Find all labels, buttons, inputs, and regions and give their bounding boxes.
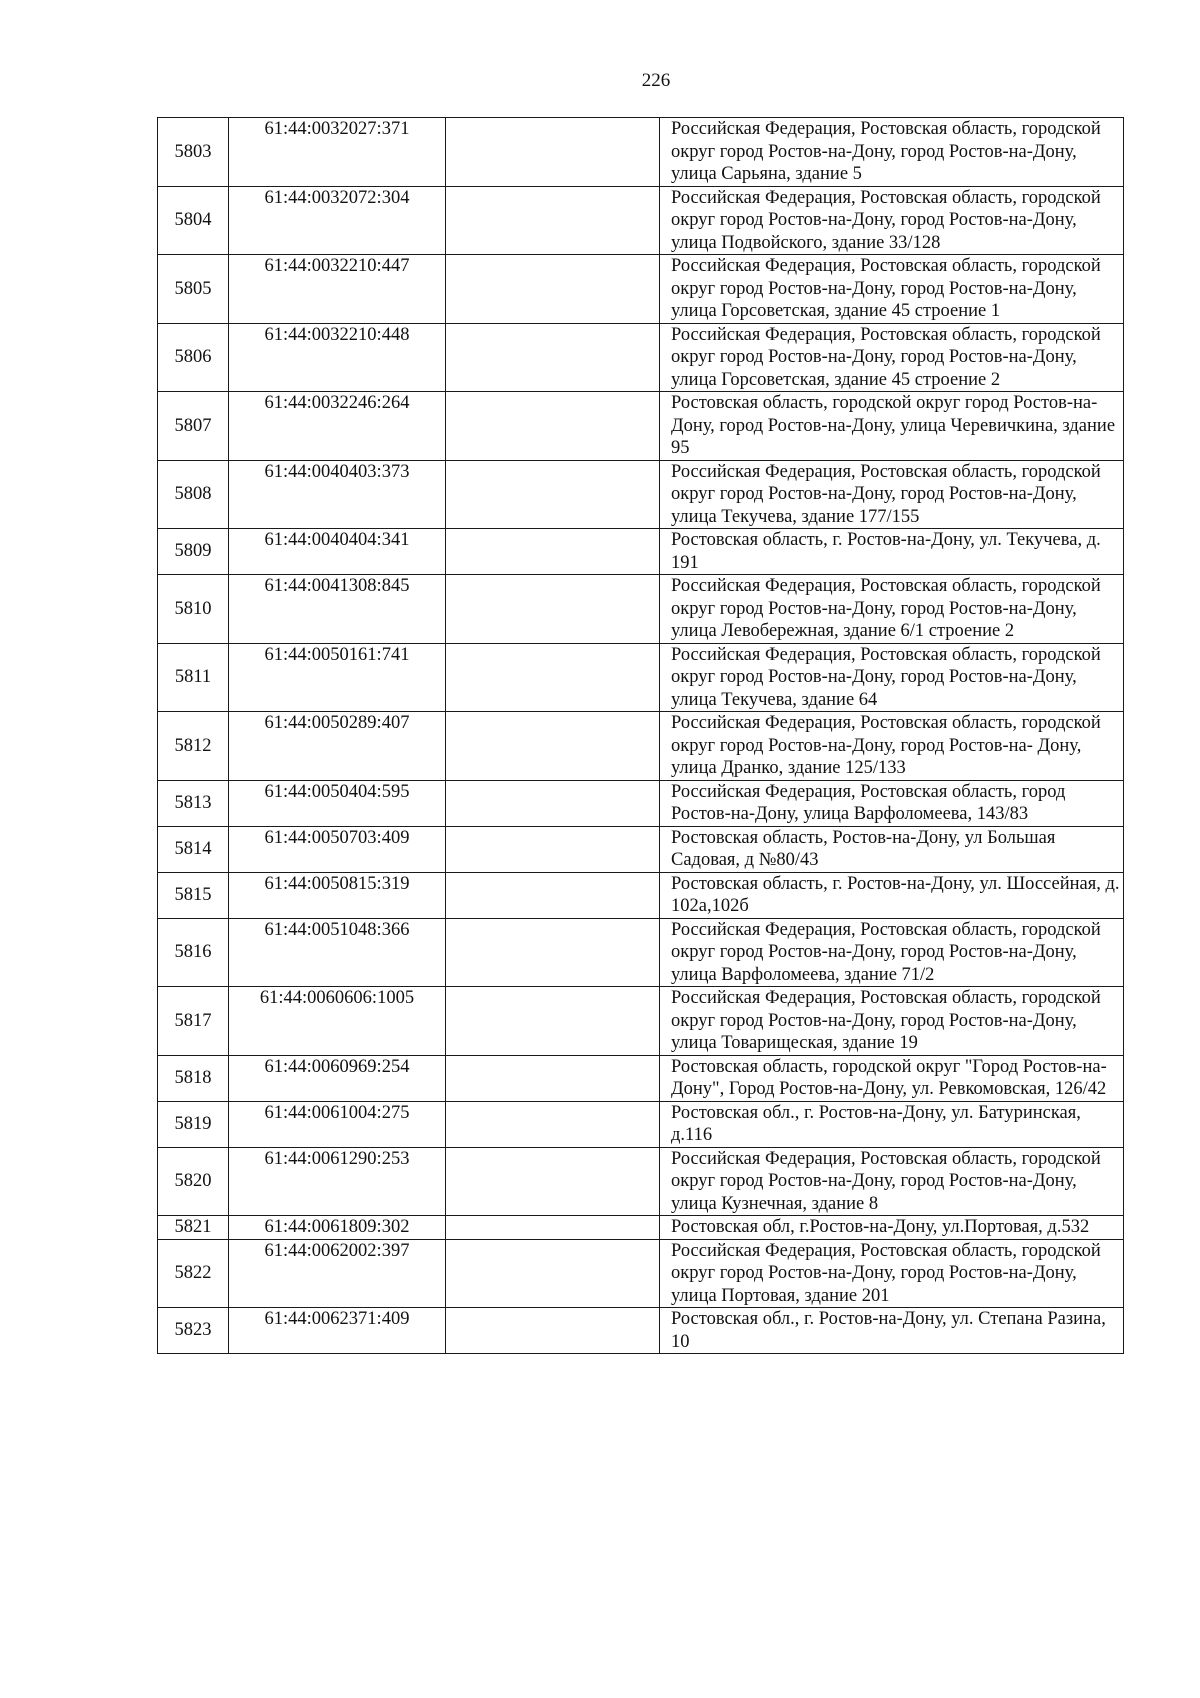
- address-cell: Российская Федерация, Ростовская область, городской округ город Ростов-на-Дону, город Ростов-на-Дону, улица Текучева, здание 64: [660, 643, 1124, 712]
- empty-cell: [446, 872, 660, 918]
- cadastral-number-cell: 61:44:0061004:275: [229, 1101, 446, 1147]
- empty-cell: [446, 826, 660, 872]
- cadastral-number-cell: 61:44:0050703:409: [229, 826, 446, 872]
- cadastral-number-cell: 61:44:0032210:447: [229, 255, 446, 324]
- address-cell: Российская Федерация, Ростовская область, городской округ город Ростов-на-Дону, город Ростов-на-Дону, улица Левобережная, здание 6/1 строение 2: [660, 575, 1124, 644]
- cadastral-number-cell: 61:44:0040403:373: [229, 460, 446, 529]
- empty-cell: [446, 1239, 660, 1308]
- table-row: [158, 1055, 1124, 1101]
- page-number: 226: [641, 70, 671, 91]
- empty-cell: [446, 1147, 660, 1216]
- row-number-cell: 5817: [158, 987, 229, 1056]
- cadastral-number-cell: 61:44:0032027:371: [229, 118, 446, 187]
- table-row: [158, 872, 1124, 918]
- cadastral-number-cell: 61:44:0051048:366: [229, 918, 446, 987]
- cadastral-number-cell: 61:44:0050289:407: [229, 712, 446, 781]
- table-row: [158, 918, 1124, 987]
- row-number-cell: 5823: [158, 1308, 229, 1354]
- empty-cell: [446, 1216, 660, 1240]
- cadastral-number-cell: 61:44:0041308:845: [229, 575, 446, 644]
- address-cell: Российская Федерация, Ростовская область, городской округ город Ростов-на-Дону, город Ростов-на-Дону, улица Подвойского, здание 33/128: [660, 186, 1124, 255]
- address-cell: Ростовская область, г. Ростов-на-Дону, ул. Шоссейная, д. 102а,102б: [660, 872, 1124, 918]
- row-number-cell: 5803: [158, 118, 229, 187]
- address-cell: Российская Федерация, Ростовская область, город Ростов-на-Дону, улица Варфоломеева, 143/83: [660, 780, 1124, 826]
- cadastral-number-cell: 61:44:0032210:448: [229, 323, 446, 392]
- table-row: [158, 1308, 1124, 1354]
- address-cell: Российская Федерация, Ростовская область, городской округ город Ростов-на-Дону, город Ростов-на-Дону, улица Горсоветская, здание 45 строение 2: [660, 323, 1124, 392]
- row-number-cell: 5808: [158, 460, 229, 529]
- row-number-cell: 5809: [158, 529, 229, 575]
- empty-cell: [446, 712, 660, 781]
- table-row: [158, 529, 1124, 575]
- cadastral-number-cell: 61:44:0032246:264: [229, 392, 446, 461]
- table-row: [158, 780, 1124, 826]
- address-cell: Российская Федерация, Ростовская область, городской округ город Ростов-на-Дону, город Ростов-на-Дону, улица Текучева, здание 177/155: [660, 460, 1124, 529]
- cadastral-number-cell: 61:44:0050815:319: [229, 872, 446, 918]
- empty-cell: [446, 987, 660, 1056]
- row-number-cell: 5811: [158, 643, 229, 712]
- table-row: [158, 392, 1124, 461]
- table-row: [158, 460, 1124, 529]
- empty-cell: [446, 1055, 660, 1101]
- row-number-cell: 5819: [158, 1101, 229, 1147]
- cadastral-number-cell: 61:44:0040404:341: [229, 529, 446, 575]
- address-cell: Российская Федерация, Ростовская область, городской округ город Ростов-на-Дону, город Ростов-на-Дону, улица Варфоломеева, здание 71/2: [660, 918, 1124, 987]
- empty-cell: [446, 460, 660, 529]
- address-cell: Ростовская обл., г. Ростов-на-Дону, ул. Батуринская, д.116: [660, 1101, 1124, 1147]
- registry-table: [157, 117, 1124, 1354]
- table-row: [158, 1239, 1124, 1308]
- empty-cell: [446, 643, 660, 712]
- empty-cell: [446, 1308, 660, 1354]
- row-number-cell: 5807: [158, 392, 229, 461]
- empty-cell: [446, 918, 660, 987]
- table-row: [158, 987, 1124, 1056]
- empty-cell: [446, 255, 660, 324]
- address-cell: Российская Федерация, Ростовская область, городской округ город Ростов-на-Дону, город Ростов-на- Дону, улица Дранко, здание 125/133: [660, 712, 1124, 781]
- cadastral-number-cell: 61:44:0060606:1005: [229, 987, 446, 1056]
- table-row: [158, 186, 1124, 255]
- table-row: [158, 643, 1124, 712]
- address-cell: Ростовская область, Ростов-на-Дону, ул Большая Садовая, д №80/43: [660, 826, 1124, 872]
- row-number-cell: 5816: [158, 918, 229, 987]
- cadastral-number-cell: 61:44:0050404:595: [229, 780, 446, 826]
- cadastral-number-cell: 61:44:0061809:302: [229, 1216, 446, 1240]
- empty-cell: [446, 575, 660, 644]
- empty-cell: [446, 118, 660, 187]
- address-cell: Российская Федерация, Ростовская область, городской округ город Ростов-на-Дону, город Ростов-на-Дону, улица Товарищеская, здание 19: [660, 987, 1124, 1056]
- address-cell: Российская Федерация, Ростовская область, городской округ город Ростов-на-Дону, город Ростов-на-Дону, улица Кузнечная, здание 8: [660, 1147, 1124, 1216]
- table-row: [158, 1147, 1124, 1216]
- row-number-cell: 5821: [158, 1216, 229, 1240]
- row-number-cell: 5813: [158, 780, 229, 826]
- row-number-cell: 5815: [158, 872, 229, 918]
- cadastral-number-cell: 61:44:0060969:254: [229, 1055, 446, 1101]
- empty-cell: [446, 392, 660, 461]
- empty-cell: [446, 529, 660, 575]
- row-number-cell: 5805: [158, 255, 229, 324]
- row-number-cell: 5812: [158, 712, 229, 781]
- address-cell: Ростовская область, городской округ "Город Ростов-на-Дону", Город Ростов-на-Дону, ул. Ревкомовская, 126/42: [660, 1055, 1124, 1101]
- table-row: [158, 1216, 1124, 1240]
- registry-table-body: [158, 118, 1124, 1354]
- address-cell: Российская Федерация, Ростовская область, городской округ город Ростов-на-Дону, город Ростов-на-Дону, улица Портовая, здание 201: [660, 1239, 1124, 1308]
- empty-cell: [446, 323, 660, 392]
- address-cell: Российская Федерация, Ростовская область, городской округ город Ростов-на-Дону, город Ростов-на-Дону, улица Сарьяна, здание 5: [660, 118, 1124, 187]
- empty-cell: [446, 780, 660, 826]
- row-number-cell: 5804: [158, 186, 229, 255]
- cadastral-number-cell: 61:44:0050161:741: [229, 643, 446, 712]
- empty-cell: [446, 186, 660, 255]
- address-cell: Ростовская обл., г. Ростов-на-Дону, ул. Степана Разина, 10: [660, 1308, 1124, 1354]
- cadastral-number-cell: 61:44:0032072:304: [229, 186, 446, 255]
- row-number-cell: 5820: [158, 1147, 229, 1216]
- table-row: [158, 323, 1124, 392]
- empty-cell: [446, 1101, 660, 1147]
- cadastral-number-cell: 61:44:0062371:409: [229, 1308, 446, 1354]
- table-row: [158, 118, 1124, 187]
- row-number-cell: 5806: [158, 323, 229, 392]
- address-cell: Российская Федерация, Ростовская область, городской округ город Ростов-на-Дону, город Ростов-на-Дону, улица Горсоветская, здание 45 строение 1: [660, 255, 1124, 324]
- table-row: [158, 255, 1124, 324]
- cadastral-number-cell: 61:44:0061290:253: [229, 1147, 446, 1216]
- row-number-cell: 5822: [158, 1239, 229, 1308]
- table-row: [158, 826, 1124, 872]
- row-number-cell: 5818: [158, 1055, 229, 1101]
- table-row: [158, 1101, 1124, 1147]
- table-row: [158, 575, 1124, 644]
- address-cell: Ростовская область, городской округ город Ростов-на-Дону, город Ростов-на-Дону, улица Черевичкина, здание 95: [660, 392, 1124, 461]
- address-cell: Ростовская область, г. Ростов-на-Дону, ул. Текучева, д. 191: [660, 529, 1124, 575]
- row-number-cell: 5814: [158, 826, 229, 872]
- row-number-cell: 5810: [158, 575, 229, 644]
- table-row: [158, 712, 1124, 781]
- address-cell: Ростовская обл, г.Ростов-на-Дону, ул.Портовая, д.532: [660, 1216, 1124, 1240]
- cadastral-number-cell: 61:44:0062002:397: [229, 1239, 446, 1308]
